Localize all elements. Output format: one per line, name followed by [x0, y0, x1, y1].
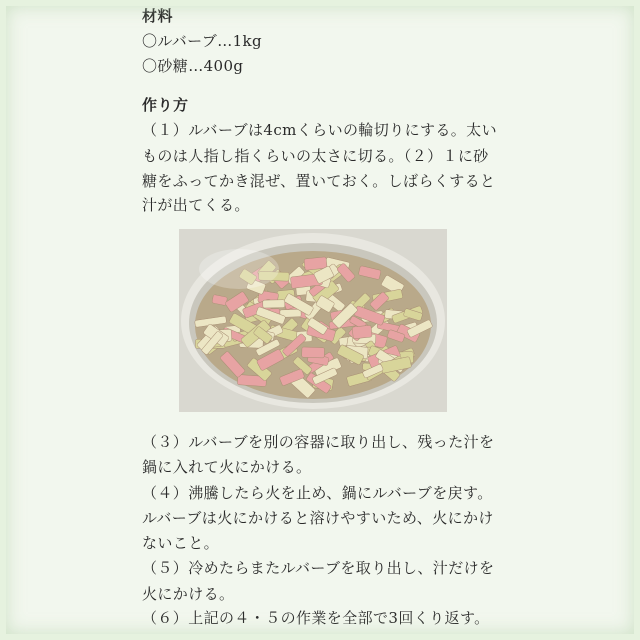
method-line: （３）ルバーブを別の容器に取り出し、残った汁を	[142, 433, 495, 451]
method-line: （６）上記の４・５の作業を全部で3回くり返す。	[142, 609, 490, 627]
method-line: （１）ルバーブは4cmくらいの輪切りにする。太い	[142, 121, 497, 139]
rhubarb-piece	[302, 347, 325, 358]
method-line: ないこと。	[142, 534, 220, 552]
rhubarb-piece	[263, 300, 285, 308]
method-line: 汁が出てくる。	[142, 196, 250, 214]
rhubarb-photo	[179, 229, 447, 412]
ingredient-item: 〇ルバーブ…1kg	[142, 32, 263, 50]
rhubarb-piece	[352, 325, 372, 339]
method-line: 糖をふってかき混ぜ、置いておく。しばらくすると	[142, 172, 496, 190]
method-line: 火にかける。	[142, 585, 235, 603]
ingredients-heading: 材料	[142, 7, 174, 25]
rhubarb-photo-illustration	[179, 229, 447, 412]
method-line: （５）冷めたらまたルバーブを取り出し、汁だけを	[142, 559, 495, 577]
method-line: 鍋に入れて火にかける。	[142, 458, 312, 476]
method-line: ものは人指し指くらいの太さに切る。（２）１に砂	[142, 147, 489, 165]
ingredient-item: 〇砂糖…400g	[142, 57, 244, 75]
method-line: ルバーブは火にかけると溶けやすいため、火にかけ	[142, 509, 494, 527]
method-line: （４）沸騰したら火を止め、鍋にルバーブを戻す。	[142, 484, 493, 502]
method-heading: 作り方	[142, 96, 189, 114]
